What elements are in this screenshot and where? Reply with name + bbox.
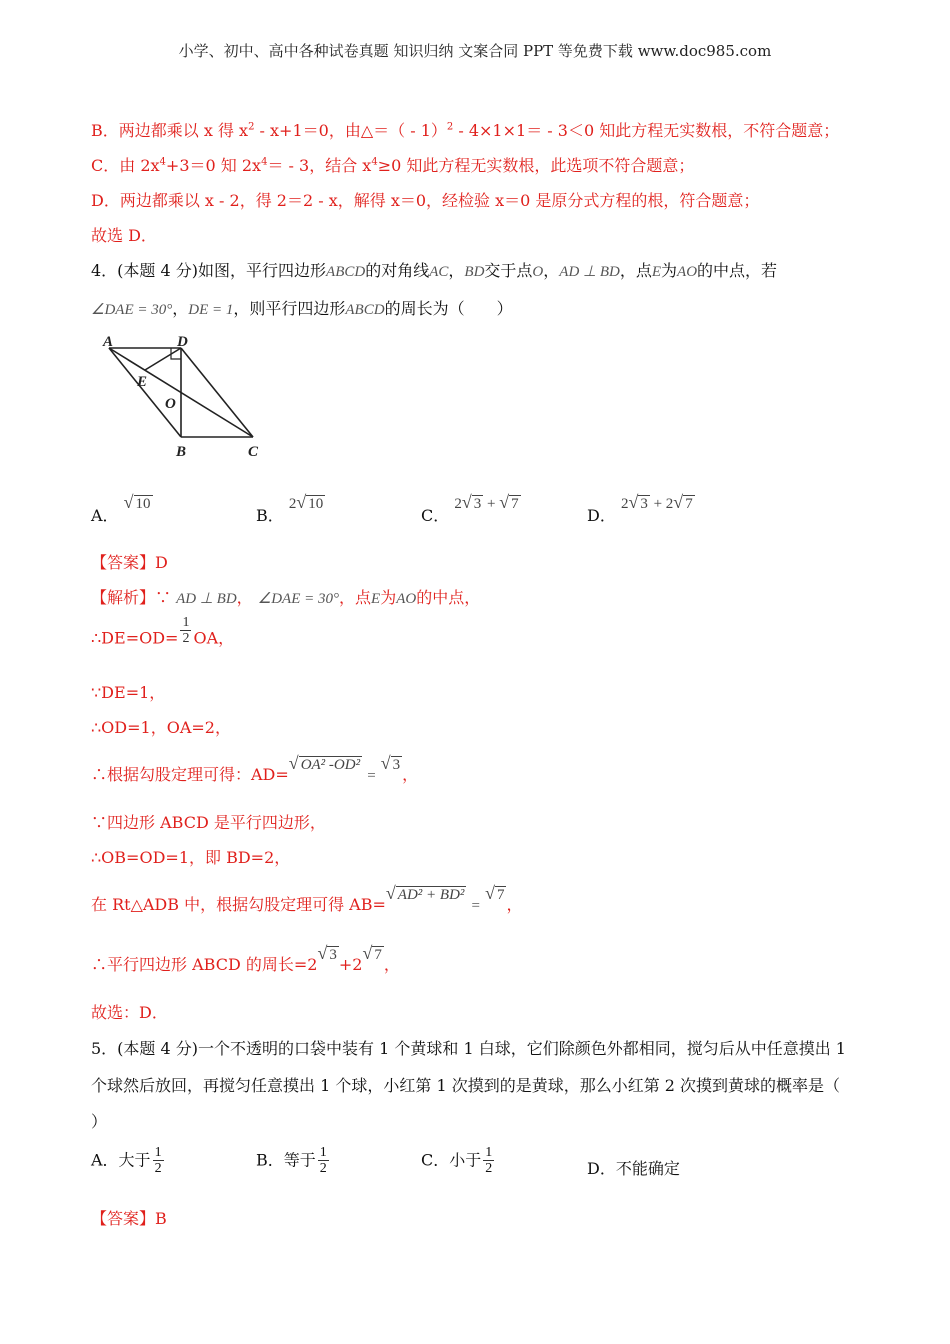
label-d: D [177, 334, 188, 350]
q5-option-d[interactable]: D．不能确定 [587, 1159, 680, 1178]
q4-analysis-line2: ∵DE=1， [91, 683, 166, 702]
q4-option-a[interactable]: A． √ 10 [91, 492, 151, 525]
solution-line-d: D．两边都乘以 x - 2，得 2＝2 - x，解得 x＝0，经检验 x＝0 是原分式方程的根，符合题意； [91, 191, 760, 210]
label-c: C [248, 444, 259, 460]
label-a: A [103, 334, 114, 350]
question-5-line2: 个球然后放回，再搅匀任意摸出 1 个球，小红第 1 次摸到的是黄球，那么小红第 2 次摸到黄球的概率是（ [91, 1076, 841, 1095]
solution-line-b: B．两边都乘以 x 得 $x^2 - x+1=0$，由△＝（ - 1）$^2$ - 4×1×1＝ - 3＜0 知此方程无实数根，不符合题意； [91, 121, 840, 140]
label-o: O [165, 396, 176, 412]
q4-option-b[interactable]: B． 2√ 10 [256, 492, 324, 525]
q4-analysis-line5: ∵四边形 ABCD 是平行四边形， [91, 813, 326, 832]
q4-answer: 【答案】D [91, 553, 168, 572]
q4-option-d[interactable]: D． 2√ 3 + 2√ 7 [587, 492, 693, 525]
question-4-line1: 4．(本题 4 分)如图，平行四边形ABCD的对角线AC，BD交于点O，AD ⊥ BD，点E为AO的中点，若 [91, 261, 778, 280]
q4-analysis-conclusion: 故选：D． [91, 1003, 168, 1022]
side-ba [109, 348, 181, 437]
q5-option-b[interactable]: B．等于 $\frac{1}{2}$ [256, 1145, 327, 1177]
q4-analysis-line8: ∴平行四边形 ABCD 的周长=2√ 3 +2√ 7 ， [91, 943, 400, 974]
question-5-line3: ） [91, 1112, 108, 1131]
q4-analysis-line1: ∴DE=OD= $\frac{1}{2}$ OA， [91, 615, 235, 648]
page-header: 小学、初中、高中各种试卷真题 知识归纳 文案合同 PPT 等免费下载 www.doc985.com [178, 42, 772, 60]
parallelogram-figure [95, 330, 275, 465]
q4-option-c[interactable]: C． 2√ 3 + √ 7 [421, 492, 519, 525]
question-5-line1: 5．(本题 4 分)一个不透明的口袋中装有 1 个黄球和 1 白球，它们除颜色外都相同，搅匀后从中任意摸出 1 [91, 1039, 846, 1058]
q4-analysis-line4: ∴根据勾股定理可得：AD=√ OA² -OD² = √ 3 ， [91, 753, 419, 784]
q4-analysis-line7: 在 Rt△ADB 中，根据勾股定理可得 AB=√ AD² + BD² = √ 7 ， [91, 883, 523, 914]
q5-option-a[interactable]: A．大于 $\frac{1}{2}$ [91, 1145, 162, 1177]
q5-answer: 【答案】B [91, 1209, 167, 1228]
q4-analysis-line6: ∴OB=OD=1，即 BD=2， [91, 848, 291, 867]
solution-conclusion: 故选 D． [91, 226, 157, 245]
label-e: E [137, 374, 148, 390]
solution-line-c: C．由 $2x^4+3=0$ 知 $2x^4= - 3$，结合 $x^4\ge 0$ 知此方程无实数根，此选项不符合题意； [91, 156, 695, 175]
q4-analysis-head: 【解析】∵ AD ⊥ BD， ∠DAE = 30°，点E为AO的中点， [91, 588, 481, 607]
side-dc [181, 348, 253, 437]
q5-option-c[interactable]: C．小于 $\frac{1}{2}$ [421, 1145, 493, 1177]
question-4-line2: ∠DAE = 30°，DE = 1，则平行四边形ABCD的周长为（ ） [91, 299, 513, 318]
label-b: B [176, 444, 187, 460]
q4-analysis-line3: ∴OD=1，OA=2， [91, 718, 231, 737]
